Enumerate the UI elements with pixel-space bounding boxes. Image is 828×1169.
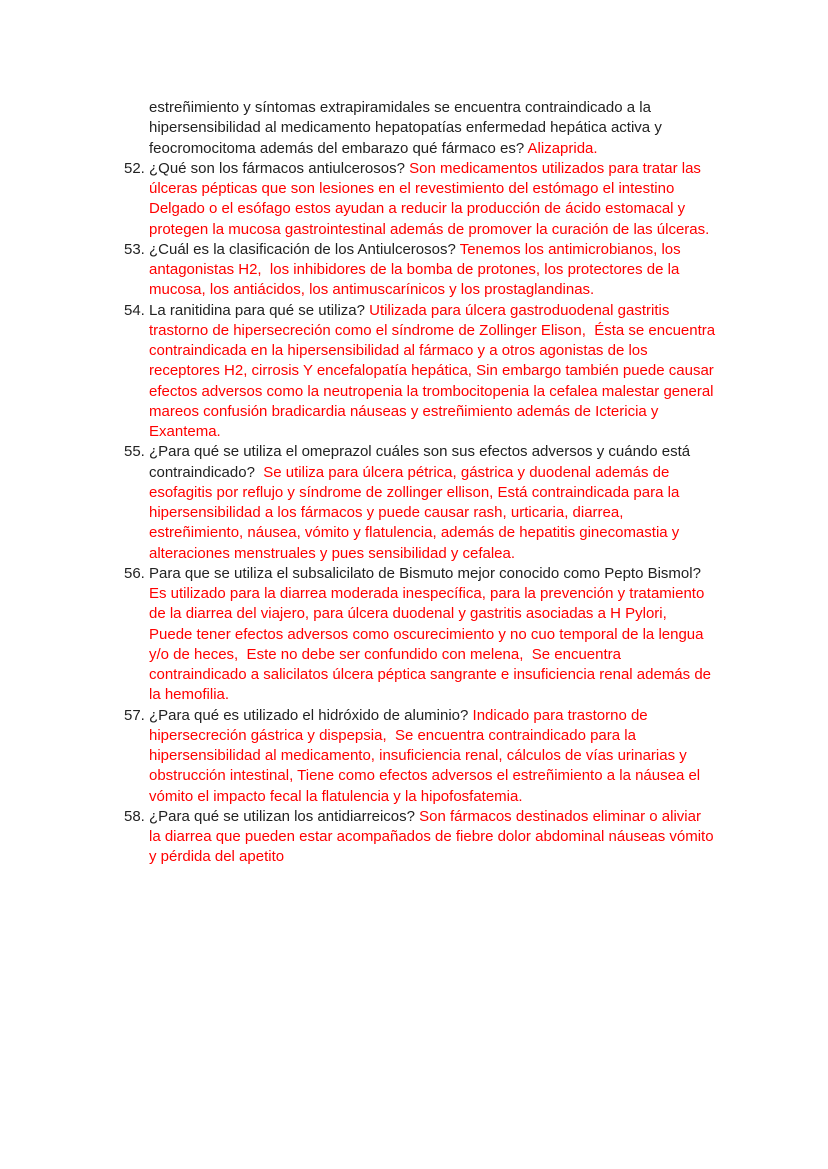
text-line [0,746,828,766]
list-item [0,442,828,564]
answer-text: la diarrea que pueden estar acompañados de fiebre dolor abdominal náuseas vómito [149,828,714,845]
answer-text: mareos confusión bradicardia náuseas y estreñimiento además de Ictericia y [149,402,659,420]
answer-text: úlceras pépticas que son lesiones en el revestimiento del estómago el intestino [149,180,675,197]
text-line [0,787,828,807]
question-text: hipersensibilidad al medicamento hepatopatías enfermedad hepática activa y [149,119,662,137]
answer-text: hipersensibilidad a los fármacos y puede causar rash, urticaria, diarrea, [149,504,624,521]
question-text: ¿Para qué se utiliza el omeprazol cuáles son sus efectos adversos y cuándo está [149,443,691,461]
text-line [0,118,828,138]
answer-text: hipersecreción gástrica y dispepsia, Se encuentra contraindicado para la [149,726,636,744]
text-line [0,766,828,786]
question-text: ¿Qué son los fármacos antiulcerosos? [149,159,410,177]
text-line [0,361,828,381]
answer-text: receptores H2, cirrosis Y encefalopatía hepática, Sin embargo también puede causar [149,362,714,380]
text-line [0,382,828,402]
text-line [0,685,828,705]
answer-text: antagonistas H2, los inhibidores de la bomba de protones, los protectores de la [149,261,680,278]
text-line [0,726,828,746]
item-number: 54. [124,301,145,319]
answer-text: estreñimiento, náusea, vómito y flatulencia, además de hepatitis ginecomastia y [149,524,680,542]
answer-text: Son medicamentos utilizados para tratar las [409,159,701,177]
answer-text: protegen la mucosa gastrointestinal además de promover la curación de las úlceras. [149,220,710,238]
answer-text: mucosa, los antiácidos, los antimuscarínicos y los prostaglandinas. [149,281,595,299]
answer-text: Es utilizado para la diarrea moderada inespecífica, para la prevención y tratamiento [149,585,705,602]
answer-text: Son fármacos destinados eliminar o aliviar [419,807,701,825]
text-line [0,544,828,564]
question-text: La ranitidina para qué se utiliza? [149,301,370,319]
text-line [0,503,828,523]
answer-text: la hemofilia. [149,686,230,704]
text-line [0,422,828,442]
item-number: 53. [124,240,145,258]
list-item [0,240,828,301]
answer-text: Exantema. [149,423,221,440]
question-text: ¿Para qué se utilizan los antidiarreicos? [149,807,420,825]
text-line [0,625,828,645]
answer-text: hipersensibilidad al medicamento, insuficiencia renal, cálculos de vías urinarias y [149,747,687,764]
list-item [0,706,828,807]
list-item [0,564,828,706]
answer-text: de la diarrea del viajero, para úlcera duodenal y gastritis asociadas a H Pylori, [149,605,667,623]
list-item [0,807,828,868]
text-line [0,604,828,624]
answer-text: y/o de heces, Este no debe ser confundido con melena, Se encuentra [149,645,621,663]
answer-text: Delgado o el esófago estos ayudan a reducir la producción de ácido estomacal y [149,200,686,218]
text-line [0,341,828,361]
question-text: ¿Para qué es utilizado el hidróxido de aluminio? [149,706,473,724]
item-number: 57. [124,706,145,724]
text-line [0,645,828,665]
text-line [0,199,828,219]
list-item [0,301,828,443]
answer-text: esofagitis por reflujo y síndrome de zollinger ellison, Está contraindicada para la [149,483,680,501]
answer-text: trastorno de hipersecreción como el síndrome de Zollinger Elison, Ésta se encuentra [149,321,716,339]
answer-text: contraindicado a salicilatos úlcera péptica sangrante e insuficiencia renal además de [149,666,712,683]
question-text: Para que se utiliza el subsalicilato de Bismuto mejor conocido como Pepto Bismol? [149,564,701,582]
answer-text: vómito el impacto fecal la flatulencia y la hipofosfatemia. [149,787,523,805]
answer-text: Puede tener efectos adversos como oscurecimiento y no cuo temporal de la lengua [149,625,704,643]
question-text: contraindicado? [149,463,264,481]
text-line [0,665,828,685]
text-line [0,220,828,240]
answer-text: y pérdida del apetito [149,848,285,866]
item-number: 56. [124,564,145,582]
document-page [0,98,828,868]
answer-text: efectos adversos como la neutropenia la trombocitopenia la cefalea malestar general [149,382,714,400]
text-line [0,847,828,867]
text-line [0,260,828,280]
list-item [0,159,828,240]
question-text: ¿Cuál es la clasificación de los Antiulcerosos? [149,240,460,258]
item-number: 52. [124,159,145,177]
answer-text: Alizaprida. [527,139,598,157]
question-text: estreñimiento y síntomas extrapiramidales se encuentra contraindicado a la [149,99,651,116]
answer-text: Se utiliza para úlcera pétrica, gástrica y duodenal además de [263,463,670,481]
text-line [0,139,828,159]
item-number: 58. [124,807,145,825]
text-line [0,584,828,604]
answer-text: Indicado para trastorno de [472,706,648,724]
answer-text: Utilizada para úlcera gastroduodenal gastritis [369,301,670,319]
answer-text: alteraciones menstruales y pues sensibilidad y cefalea. [149,544,516,562]
text-line [0,523,828,543]
question-text: feocromocitoma además del embarazo qué fármaco es? [149,139,528,157]
text-line [0,402,828,422]
text-line [0,321,828,341]
answer-text: obstrucción intestinal, Tiene como efectos adversos el estreñimiento a la náusea el [149,767,701,785]
answer-text: contraindicada en la hipersensibilidad al fármaco y a otros agonistas de los [149,342,648,359]
text-line [0,98,828,118]
item-number: 55. [124,443,145,461]
text-line [0,463,828,483]
text-line [0,179,828,199]
answer-text: Tenemos los antimicrobianos, los [459,240,681,258]
list-item [0,98,828,159]
text-line [0,280,828,300]
text-line [0,827,828,847]
text-line [0,483,828,503]
